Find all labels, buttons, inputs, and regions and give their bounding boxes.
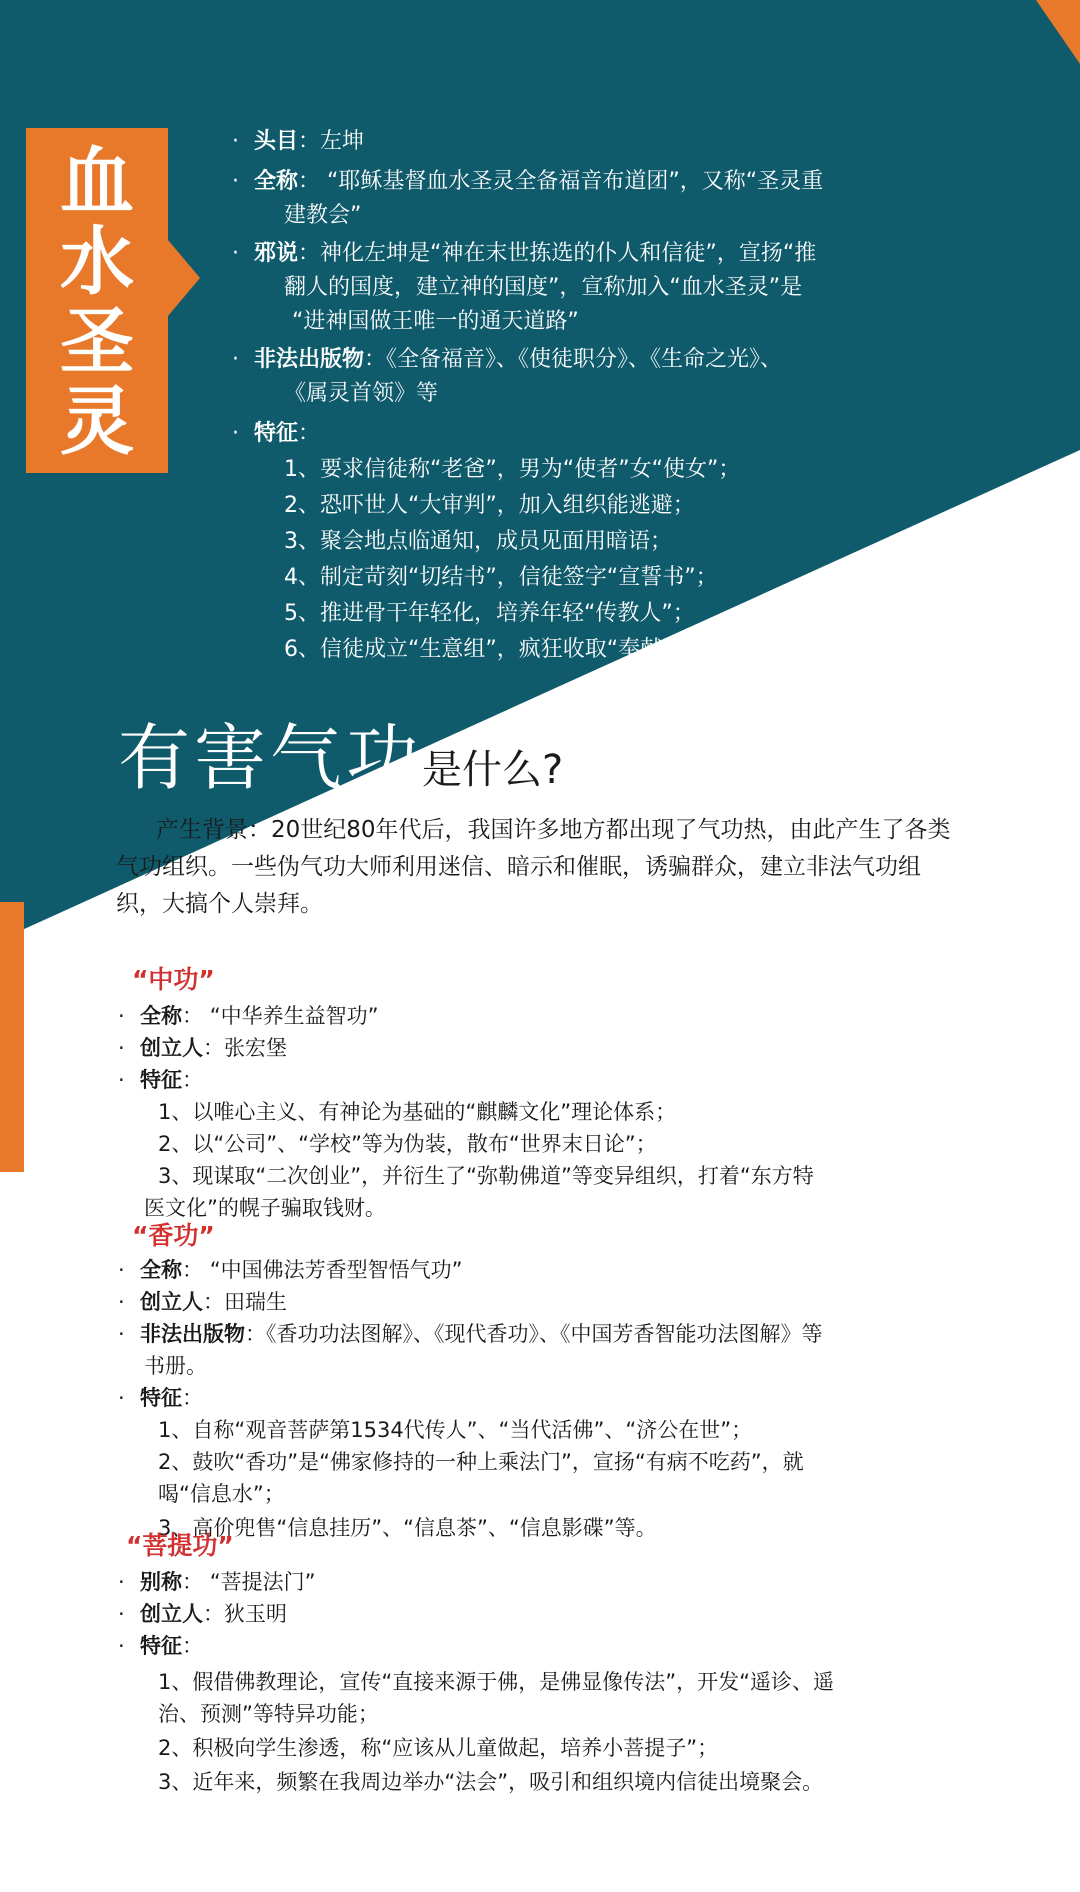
publications-row-cont: 《属灵首领》等 <box>284 381 439 406</box>
putigong-founder-value: 狄玉明 <box>224 1602 287 1626</box>
heresy-value: 神化左坤是“神在末世拣选的仆人和信徒”，宣扬“推 <box>320 241 817 266</box>
putigong-alias-label: 别称 <box>140 1570 182 1594</box>
section-heading <box>118 700 563 804</box>
xianggong-founder-value: 田瑞生 <box>224 1290 287 1314</box>
putigong-features-row: · 特征： <box>118 1634 203 1658</box>
feature-item: 2、恐吓世人“大审判”，加入组织能逃避； <box>284 493 695 518</box>
heresy-row-cont: 翻人的国度，建立神的国度”，宣称加入“血水圣灵”是 <box>284 275 803 300</box>
feature-item: 3、近年来，频繁在我周边举办“法会”，吸引和组织境内信徒出境聚会。 <box>158 1770 824 1794</box>
zhonggong-full-label: 全称 <box>140 1004 182 1028</box>
xianggong-title: “香功” <box>132 1221 215 1250</box>
feature-item: 4、制定苛刻“切结书”，信徒签字“宣誓书”； <box>284 565 718 590</box>
feature-item: 2、鼓吹“香功”是“佛家修持的一种上乘法门”，宣扬“有病不吃药”，就 <box>158 1450 804 1474</box>
head-value: 左坤 <box>320 129 365 154</box>
zhonggong-features-row: · 特征： <box>118 1068 203 1092</box>
intro-paragraph <box>116 812 956 923</box>
feature-item-cont: 医文化”的幌子骗取钱财。 <box>144 1196 386 1220</box>
publications-row: · 非法出版物：《全备福音》、《使徒职分》、《生命之光》、 <box>232 347 783 372</box>
zhonggong-full-value: “中华养生益智功” <box>209 1004 379 1028</box>
feature-item: 1、以唯心主义、有神论为基础的“麒麟文化”理论体系； <box>158 1100 677 1124</box>
head-label: 头目 <box>254 129 299 154</box>
publications-value: 《全备福音》、《使徒职分》、《生命之光》、 <box>386 347 783 372</box>
feature-item: 3、现谋取“二次创业”，并衍生了“弥勒佛道”等变异组织，打着“东方特 <box>158 1164 814 1188</box>
orange-side-bar <box>0 902 24 1172</box>
vertical-title <box>26 139 168 465</box>
putigong-features-label: 特征 <box>140 1634 182 1658</box>
feature-item: 1、假借佛教理论，宣传“直接来源于佛，是佛显像传法”，开发“遥诊、遥 <box>158 1670 834 1694</box>
putigong-alias-row: · 别称： “菩提法门” <box>118 1570 316 1594</box>
xianggong-features-row: · 特征： <box>118 1386 203 1410</box>
xianggong-full-value: “中国佛法芳香型智悟气功” <box>209 1258 463 1282</box>
full-name-row-cont: 建教会” <box>284 203 362 228</box>
feature-item: 1、自称“观音菩萨第1534代传人”、“当代活佛”、“济公在世”； <box>158 1418 753 1442</box>
feature-item: 5、推进骨干年轻化，培养年轻“传教人”； <box>284 601 695 626</box>
zhonggong-founder-value: 张宏堡 <box>224 1036 287 1060</box>
xianggong-founder-label: 创立人 <box>140 1290 203 1314</box>
xianggong-founder-row: · 创立人：田瑞生 <box>118 1290 287 1314</box>
zhonggong-features-label: 特征 <box>140 1068 182 1092</box>
feature-item: 2、积极向学生渗透，称“应该从儿童做起，培养小菩提子”； <box>158 1736 719 1760</box>
heresy-row-cont: “进神国做王唯一的通天道路” <box>292 309 579 334</box>
putigong-title: “菩提功” <box>126 1531 234 1560</box>
features-row: · 特征： <box>232 421 321 446</box>
xianggong-full-label: 全称 <box>140 1258 182 1282</box>
heading-sub: 是什么? <box>422 747 564 793</box>
full-name-value: “耶稣基督血水圣灵全备福音布道团”，又称“圣灵重 <box>327 169 824 194</box>
zhonggong-founder-row: · 创立人：张宏堡 <box>118 1036 287 1060</box>
title-char: 灵 <box>60 379 134 465</box>
xianggong-full-row: · 全称： “中国佛法芳香型智悟气功” <box>118 1258 463 1282</box>
zhonggong-title: “中功” <box>132 965 215 994</box>
xianggong-pub-row: · 非法出版物：《香功功法图解》、《现代香功》、《中国芳香智能功法图解》等 <box>118 1322 823 1346</box>
heresy-row: · 邪说：神化左坤是“神在末世拣选的仆人和信徒”，宣扬“推 <box>232 241 817 266</box>
head-row: · 头目：左坤 <box>232 129 365 154</box>
title-block <box>26 128 168 473</box>
feature-item-cont: 喝“信息水”； <box>158 1482 285 1506</box>
feature-item: 6、信徒成立“生意组”，疯狂收取“奉献金”。 <box>284 637 718 662</box>
feature-item-cont: 治、预测”等特异功能； <box>158 1702 379 1726</box>
zhonggong-founder-label: 创立人 <box>140 1036 203 1060</box>
full-name-row: · 全称： “耶稣基督血水圣灵全备福音布道团”，又称“圣灵重 <box>232 169 824 194</box>
feature-item: 1、要求信徒称“老爸”，男为“使者”女“使女”； <box>284 457 741 482</box>
title-char: 水 <box>60 219 134 305</box>
heading-main: 有害气功 <box>118 716 423 800</box>
full-name-label: 全称 <box>254 169 299 194</box>
heresy-label: 邪说 <box>254 241 299 266</box>
title-char: 血 <box>60 139 134 225</box>
putigong-alias-value: “菩提法门” <box>209 1570 316 1594</box>
intro-text: 产生背景：20世纪80年代后，我国许多地方都出现了气功热，由此产生了各类气功组织。一些伪气功大师利用迷信、暗示和催眠，诱骗群众，建立非法气功组织，大搞个人崇拜。 <box>116 817 951 917</box>
xianggong-pub-cont: 书册。 <box>144 1354 207 1378</box>
xianggong-pub-label: 非法出版物 <box>140 1322 245 1346</box>
zhonggong-full-row: · 全称： “中华养生益智功” <box>118 1004 379 1028</box>
putigong-founder-row: · 创立人：狄玉明 <box>118 1602 287 1626</box>
publications-label: 非法出版物 <box>254 347 365 372</box>
feature-item: 2、以“公司”、“学校”等为伪装，散布“世界末日论”； <box>158 1132 657 1156</box>
putigong-founder-label: 创立人 <box>140 1602 203 1626</box>
feature-item: 3、高价兜售“信息挂历”、“信息茶”、“信息影碟”等。 <box>158 1516 657 1540</box>
xianggong-pub-value: 《香功功法图解》、《现代香功》、《中国芳香智能功法图解》等 <box>266 1322 823 1346</box>
xianggong-features-label: 特征 <box>140 1386 182 1410</box>
feature-item: 3、聚会地点临通知，成员见面用暗语； <box>284 529 672 554</box>
title-char: 圣 <box>60 299 134 385</box>
title-arrow <box>168 240 200 316</box>
features-label: 特征 <box>254 421 299 446</box>
